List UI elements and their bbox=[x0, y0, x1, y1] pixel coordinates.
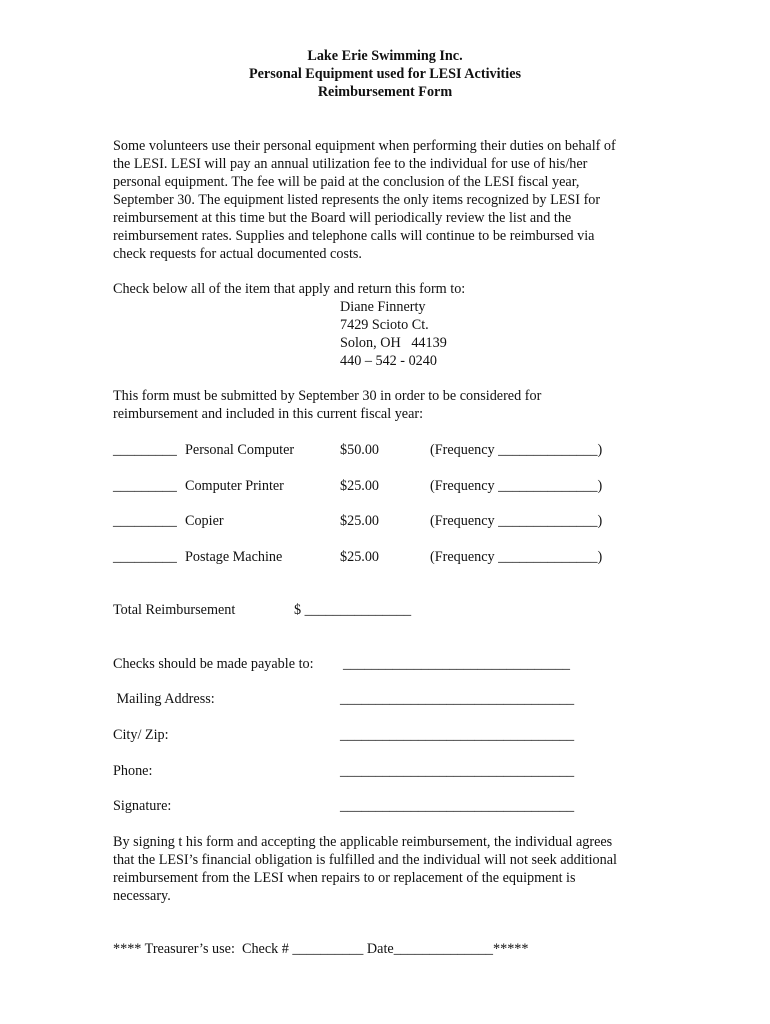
form-title: Reimbursement Form bbox=[317, 84, 453, 100]
intro-line: reimbursement at this time but the Board will periodically review the list and the bbox=[113, 210, 572, 226]
field-label: Checks should be made payable to: bbox=[113, 656, 314, 672]
field-label: Signature: bbox=[113, 798, 172, 814]
agreement-line: that the LESI’s financial obligation is fulfilled and the individual will not seek additional bbox=[113, 852, 617, 868]
check-blank[interactable]: _________ bbox=[113, 442, 177, 458]
field-label: Phone: bbox=[113, 763, 153, 779]
check-blank[interactable]: _________ bbox=[113, 549, 177, 565]
intro-line: Some volunteers use their personal equipment when performing their duties on behalf of bbox=[113, 138, 616, 154]
frequency-field[interactable]: (Frequency ______________) bbox=[430, 478, 603, 494]
intro-line: the LESI. LESI will pay an annual utilization fee to the individual for use of his/her bbox=[113, 156, 588, 172]
agreement-line: reimbursement from the LESI when repairs to or replacement of the equipment is bbox=[113, 870, 576, 886]
frequency-field[interactable]: (Frequency ______________) bbox=[430, 513, 603, 529]
item-amount: $50.00 bbox=[340, 442, 380, 458]
check-blank[interactable]: _________ bbox=[113, 513, 177, 529]
total-label: Total Reimbursement bbox=[113, 602, 236, 618]
total-field[interactable]: $ _______________ bbox=[294, 602, 412, 618]
payable-to-field[interactable]: ________________________________ bbox=[343, 656, 570, 672]
signature-field[interactable]: _________________________________ bbox=[340, 798, 575, 814]
agreement-line: By signing t his form and accepting the applicable reimbursement, the individual agrees bbox=[113, 834, 613, 850]
field-label: City/ Zip: bbox=[113, 727, 169, 743]
intro-line: September 30. The equipment listed represents the only items recognized by LESI for bbox=[113, 192, 601, 208]
agreement-line: necessary. bbox=[113, 888, 171, 904]
org-title: Lake Erie Swimming Inc. bbox=[307, 48, 463, 64]
item-label: Computer Printer bbox=[185, 478, 284, 494]
return-city: Solon, OH 44139 bbox=[340, 335, 447, 351]
check-blank[interactable]: _________ bbox=[113, 478, 177, 494]
form-subtitle: Personal Equipment used for LESI Activities bbox=[248, 66, 522, 82]
frequency-field[interactable]: (Frequency ______________) bbox=[430, 442, 603, 458]
deadline-line: reimbursement and included in this current fiscal year: bbox=[113, 406, 424, 422]
intro-line: personal equipment. The fee will be paid at the conclusion of the LESI fiscal year, bbox=[113, 174, 580, 190]
item-amount: $25.00 bbox=[340, 513, 380, 529]
mailing-address-field[interactable]: _________________________________ bbox=[340, 691, 575, 707]
return-instruction: Check below all of the item that apply and return this form to: bbox=[113, 281, 466, 297]
item-label: Personal Computer bbox=[185, 442, 295, 458]
city-zip-field[interactable]: _________________________________ bbox=[340, 727, 575, 743]
item-amount: $25.00 bbox=[340, 478, 380, 494]
intro-line: check requests for actual documented costs. bbox=[113, 246, 362, 262]
return-phone: 440 – 542 - 0240 bbox=[340, 353, 437, 369]
item-label: Copier bbox=[185, 513, 224, 529]
deadline-line: This form must be submitted by September 30 in order to be considered for bbox=[113, 388, 542, 404]
frequency-field[interactable]: (Frequency ______________) bbox=[430, 549, 603, 565]
field-label: Mailing Address: bbox=[113, 691, 215, 707]
return-street: 7429 Scioto Ct. bbox=[340, 317, 429, 333]
item-amount: $25.00 bbox=[340, 549, 380, 565]
treasurer-use-line[interactable]: **** Treasurer’s use: Check # __________ Date______________***** bbox=[113, 941, 529, 957]
item-label: Postage Machine bbox=[185, 549, 283, 565]
intro-line: reimbursement rates. Supplies and telephone calls will continue to be reimbursed via bbox=[113, 228, 595, 244]
return-name: Diane Finnerty bbox=[340, 299, 426, 315]
phone-field[interactable]: _________________________________ bbox=[340, 763, 575, 779]
